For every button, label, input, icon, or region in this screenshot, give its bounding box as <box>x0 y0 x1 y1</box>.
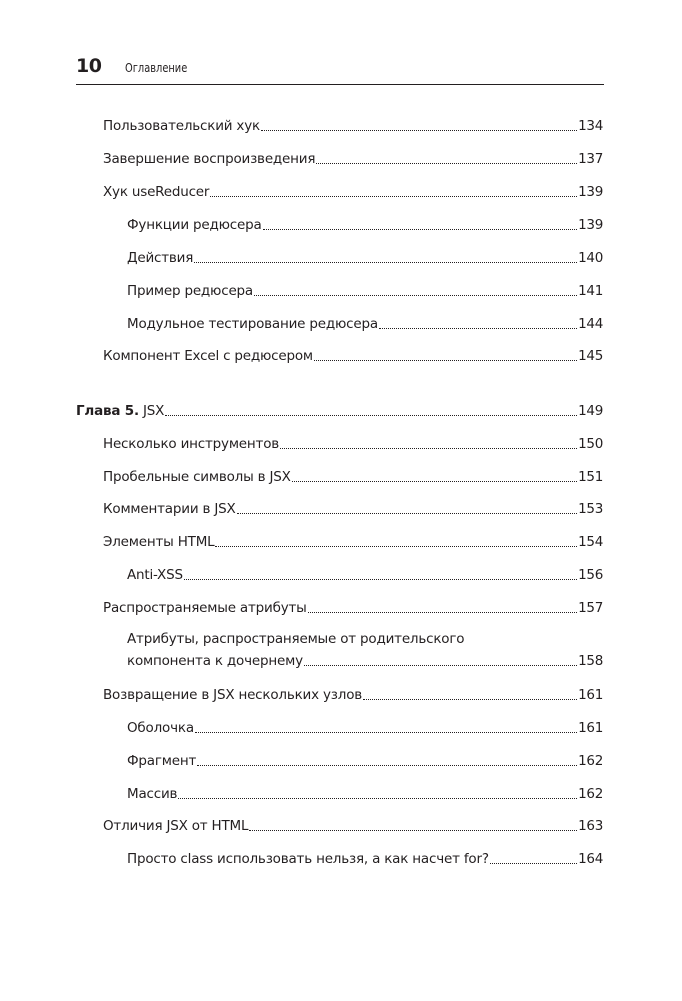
toc-entry-title: Несколько инструментов <box>103 436 280 452</box>
toc-entry[interactable] <box>127 717 603 739</box>
toc-entry-title: Хук useReducer <box>103 184 210 200</box>
toc-entry-page: 162 <box>578 753 603 769</box>
toc-entry-title: Пробельные символы в JSX <box>103 469 291 485</box>
toc-entry-title: Действия <box>127 250 194 266</box>
page-number: 10 <box>76 55 102 77</box>
toc-entry[interactable] <box>103 115 603 137</box>
dot-leader <box>363 699 577 700</box>
chapter-label: Глава 5. <box>76 403 139 419</box>
toc-entry-page: 151 <box>578 469 603 485</box>
toc-entry[interactable] <box>127 280 603 302</box>
dot-leader <box>195 732 577 733</box>
dot-leader <box>263 229 578 230</box>
dot-leader <box>215 546 577 547</box>
dot-leader <box>237 513 578 514</box>
toc-entry-title: Компонент Excel с редюсером <box>103 348 313 364</box>
toc-entry[interactable] <box>127 564 603 586</box>
toc-entry[interactable] <box>103 466 603 488</box>
toc-entry-page: 163 <box>578 818 603 834</box>
toc-entry-title: Массив <box>127 786 178 802</box>
toc-entry-page: 140 <box>578 250 603 266</box>
toc-entry-title: Распространяемые атрибуты <box>103 600 307 616</box>
toc-entry-title: Модульное тестирование редюсера <box>127 316 378 332</box>
header-rule <box>76 84 604 85</box>
toc-entry-title: Комментарии в JSX <box>103 501 236 517</box>
toc-entry[interactable] <box>127 848 603 870</box>
toc-entry-title: Просто class использовать нельзя, а как насчет for? <box>127 851 489 867</box>
toc-entry-page: 150 <box>578 436 603 452</box>
toc-entry[interactable] <box>103 181 603 203</box>
toc-entry-page: 145 <box>578 348 603 364</box>
toc-entry-line2 <box>127 650 603 672</box>
toc-entry-page: 161 <box>578 720 603 736</box>
dot-leader <box>490 863 577 864</box>
toc-entry[interactable] <box>127 628 603 672</box>
toc-entry[interactable] <box>127 313 603 335</box>
toc-entry[interactable] <box>127 783 603 805</box>
toc-entry-title: Anti-XSS <box>127 567 183 583</box>
toc-entry-title: Завершение воспроизведения <box>103 151 316 167</box>
toc-entry-page: 134 <box>578 118 603 134</box>
dot-leader <box>261 130 577 131</box>
toc-entry-page: 157 <box>578 600 603 616</box>
dot-leader <box>314 360 577 361</box>
toc-entry-title: Функции редюсера <box>127 217 262 233</box>
toc-entry-page: 144 <box>578 316 603 332</box>
toc-entry-page: 164 <box>578 851 603 867</box>
toc-entry-page: 162 <box>578 786 603 802</box>
toc-entry-page: 154 <box>578 534 603 550</box>
toc-entry[interactable] <box>103 684 603 706</box>
toc-entry-title <box>76 400 164 422</box>
toc-entry-title-line2: компонента к дочернему <box>127 653 303 669</box>
toc-entry[interactable] <box>103 815 603 837</box>
dot-leader <box>280 448 577 449</box>
toc-entry-title: Фрагмент <box>127 753 197 769</box>
toc-entry-title: Оболочка <box>127 720 194 736</box>
toc-entry-title-line1: Атрибуты, распространяемые от родительского <box>127 631 465 647</box>
toc-entry[interactable] <box>103 597 603 619</box>
toc-entry-page: 156 <box>578 567 603 583</box>
toc-entry[interactable] <box>127 750 603 772</box>
dot-leader <box>316 163 577 164</box>
toc-entry-title: Пользовательский хук <box>103 118 260 134</box>
dot-leader <box>165 415 577 416</box>
dot-leader <box>308 612 577 613</box>
chapter-title: JSX <box>142 403 165 419</box>
dot-leader <box>304 665 577 666</box>
toc-entry-page: 153 <box>578 501 603 517</box>
toc-entry[interactable] <box>127 247 603 269</box>
dot-leader <box>178 798 577 799</box>
toc-entry-page: 158 <box>578 653 603 669</box>
toc-entry-page: 139 <box>578 217 603 233</box>
dot-leader <box>254 295 577 296</box>
toc-entry-page: 139 <box>578 184 603 200</box>
toc-entry[interactable] <box>103 345 603 367</box>
toc-entry-page: 149 <box>578 403 603 419</box>
toc-entry[interactable] <box>103 148 603 170</box>
toc-entry[interactable] <box>103 498 603 520</box>
toc-entry-title: Возвращение в JSX нескольких узлов <box>103 687 363 703</box>
toc-entry-page: 161 <box>578 687 603 703</box>
toc-chapter-entry[interactable] <box>76 400 603 422</box>
dot-leader <box>184 579 577 580</box>
toc-entry[interactable] <box>103 433 603 455</box>
dot-leader <box>292 481 577 482</box>
toc-entry-title: Пример редюсера <box>127 283 253 299</box>
dot-leader <box>249 830 577 831</box>
dot-leader <box>379 328 577 329</box>
toc-entry-title: Отличия JSX от HTML <box>103 818 249 834</box>
toc-entry-page: 141 <box>578 283 603 299</box>
toc-entry[interactable] <box>127 214 603 236</box>
toc-entry-title: Элементы HTML <box>103 534 215 550</box>
toc-entry-page: 137 <box>578 151 603 167</box>
dot-leader <box>194 262 577 263</box>
toc-entry[interactable] <box>103 531 603 553</box>
running-head <box>76 55 604 81</box>
running-title: Оглавление <box>125 61 188 75</box>
dot-leader <box>210 196 577 197</box>
dot-leader <box>197 765 577 766</box>
